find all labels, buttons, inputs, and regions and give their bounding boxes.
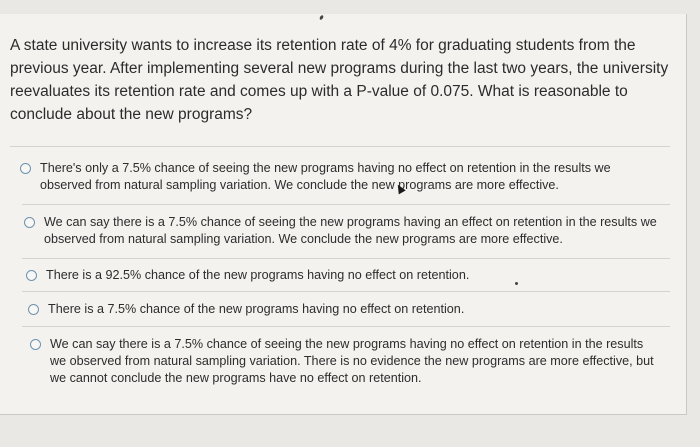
answer-option-3[interactable]: [26, 267, 666, 284]
answer-option-4[interactable]: [28, 301, 668, 318]
option-divider-3: [22, 291, 670, 292]
radio-button-3[interactable]: [26, 270, 37, 281]
option-divider-4: [22, 326, 670, 327]
question-text: A state university wants to increase its retention rate of 4% for graduating students from the previous year. After implementing several new programs during the last two years, the university reevaluates its retention rate and comes up with a P-value of 0.075. What is reasonable to conclude about the new programs?: [10, 37, 669, 123]
answer-option-4-label: There is a 7.5% chance of the new programs having no effect on retention.: [48, 302, 465, 316]
radio-button-4[interactable]: [28, 304, 39, 315]
radio-button-2[interactable]: [24, 217, 35, 228]
dust-speck: [515, 282, 518, 285]
option-divider-1: [22, 204, 670, 205]
answer-option-5-label: We can say there is a 7.5% chance of seeing the new programs having no effect on retention in the results we observed from natural sampling variation. There is no evidence the new programs are more effective, but we cannot conclude the new programs have no effect on retention.: [50, 337, 654, 385]
answer-option-1[interactable]: [20, 160, 650, 194]
answer-option-2-label: We can say there is a 7.5% chance of seeing the new programs having an effect on retention in the results we observed from natural sampling variation. We conclude the new programs are more effective.: [44, 215, 657, 246]
radio-button-5[interactable]: [30, 339, 41, 350]
answer-option-1-label: There's only a 7.5% chance of seeing the new programs having no effect on retention in the results we observed from natural sampling variation. We conclude the new programs are more effective.: [40, 161, 611, 192]
answer-option-3-label: There is a 92.5% chance of the new programs having no effect on retention.: [46, 268, 470, 282]
answer-option-5[interactable]: [30, 336, 670, 387]
question-divider: [10, 146, 670, 147]
answer-option-2[interactable]: [24, 214, 668, 248]
question-panel: [0, 14, 687, 415]
option-divider-2: [22, 258, 670, 259]
radio-button-1[interactable]: [20, 163, 31, 174]
